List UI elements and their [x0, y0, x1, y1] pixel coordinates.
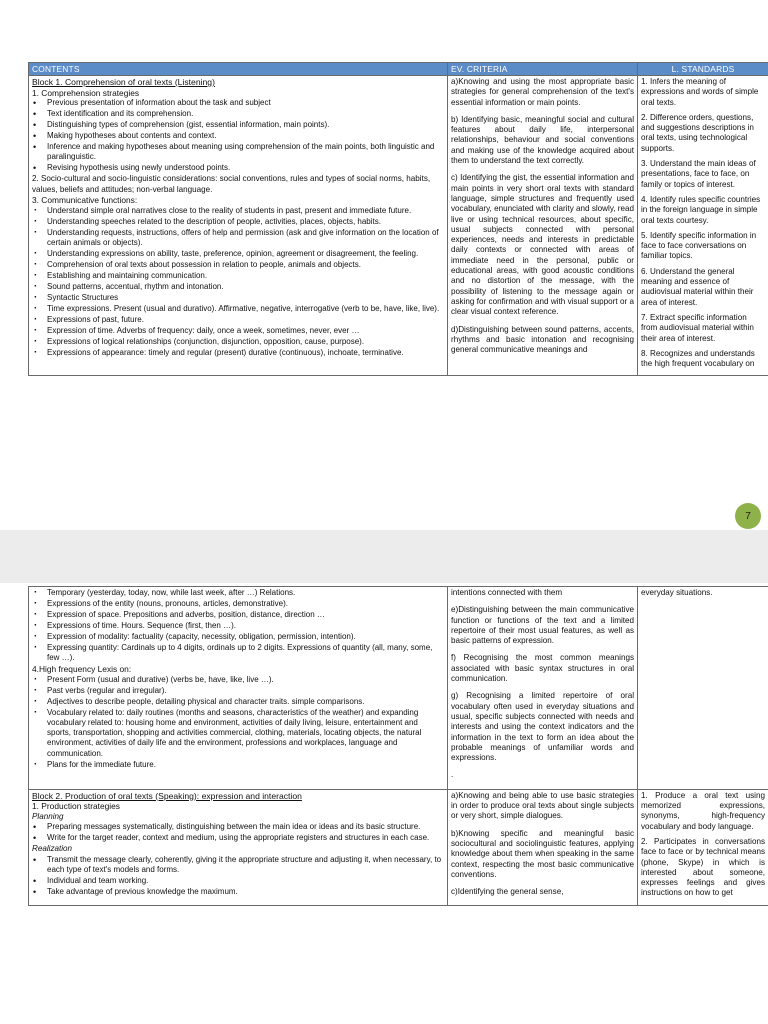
list-item: · Time expressions. Present (usual and durativo). Affirmative, negative, interrogative (verb to be, have, like, live).: [32, 304, 444, 314]
list-item: · Expressions of appearance: timely and regular (present) durative (continuous), inchoate, terminative.: [32, 348, 444, 358]
list-item: • Write for the target reader, context and medium, using the appropriate registers and structures in each case.: [32, 833, 444, 843]
header-criteria: EV. CRITERIA: [448, 63, 638, 76]
list-item: · Understand simple oral narratives close to the reality of students in past, present and immediate future.: [32, 206, 444, 216]
standard-text: 3. Understand the main ideas of presentations, face to face, on family or topics of interest.: [641, 159, 756, 189]
section-title: 1. Production strategies: [32, 801, 120, 812]
list-item: · Expression of modality: factuality (capacity, necessity, obligation, permission, intention).: [32, 632, 444, 642]
criterion-text: a)Knowing and being able to use basic strategies in order to produce oral texts about single subjects or very short, simple dialogues.: [451, 790, 634, 821]
standards-cell: [638, 76, 768, 376]
list-item: · Expressing quantity: Cardinals up to 4 digits, ordinals up to 2 digits. Expressions of quantity (all, many, some, few …).: [32, 643, 444, 663]
curriculum-table-2: [28, 586, 768, 906]
section-title: 1. Comprehension strategies: [32, 87, 140, 98]
criterion-text: c)Identifying the general sense,: [451, 887, 564, 897]
page-gap: [0, 530, 768, 583]
list-item: · Expressions of logical relationships (conjunction, disjunction, opposition, cause, purpose).: [32, 337, 444, 347]
block-title: Block 1. Comprehension of oral texts (Listening): [32, 77, 215, 87]
list-item: • Revising hypothesis using newly understood points.: [32, 163, 444, 173]
page-number-badge: 7: [735, 503, 761, 529]
list-item: · Syntactic Structures: [32, 293, 444, 303]
list-item: · Plans for the immediate future.: [32, 760, 444, 770]
table-row: [29, 76, 768, 376]
section-title: 3. Communicative functions:: [32, 195, 138, 206]
standard-text: 2. Participates in conversations face to face or by technical means (phone, Skype) in which is interested about someone, expresses feelings and gives instructions on how to get: [641, 836, 765, 898]
table-row: [29, 789, 768, 906]
list-item: · Vocabulary related to: daily routines (months and seasons, characteristics of the weather) and expanding vocabulary related to: housing home and environment, activities of daily living, leisure, entertainment and sports, transportation, shopping and activities commercial, clothing, materials, locating objects, the natural environment, activities of daily life and the environment, professions and workplaces, language and communication.: [32, 708, 444, 759]
standard-text: 6. Understand the general meaning and essence of audiovisual material within their area of interest.: [641, 266, 754, 307]
standard-text: 8. Recognizes and understands the high frequent vocabulary on: [641, 348, 755, 369]
header-contents: CONTENTS: [29, 63, 448, 76]
contents-cell: [29, 789, 448, 906]
list-item: • Previous presentation of information about the task and subject: [32, 98, 444, 108]
criterion-text: b) Identifying basic, meaningful social and cultural features about daily life, interpersonal relationships, behaviour and social conventions and making use of the knowledge acquired about them to understand the text correctly.: [451, 114, 634, 166]
criterion-text: d)Distinguishing between sound patterns, accents, rhythms and basic intonation and recognising general communicative meanings and: [451, 324, 634, 355]
contents-cell: [29, 76, 448, 376]
standard-text: everyday situations.: [641, 588, 713, 597]
section-title: 4.High frequency Lexis on:: [32, 664, 132, 675]
list: [32, 206, 444, 358]
standard-text: 7. Extract specific information from audiovisual material within their area of interest.: [641, 312, 754, 343]
criteria-cell: [448, 789, 638, 906]
header-standards: L. STANDARDS: [638, 63, 768, 76]
list-item: · Present Form (usual and durative) (verbs be, have, like, live …).: [32, 675, 444, 685]
list: [32, 98, 444, 173]
standard-text: 2. Difference orders, questions, and suggestions descriptions in oral texts, using technological supports.: [641, 112, 754, 153]
list-item: · Understanding requests, instructions, offers of help and permission (ask and give information on the location of certain animals or objects).: [32, 228, 444, 248]
standards-cell: [638, 587, 768, 790]
document-page-2: [0, 583, 768, 1024]
list-item: · Comprehension of oral texts about possession in relation to people, animals and objects.: [32, 260, 444, 270]
list-item: • Preparing messages systematically, distinguishing between the main idea or ideas and its basic structure.: [32, 822, 444, 832]
list: [32, 675, 444, 770]
criterion-text: c) Identifying the gist, the essential information and main points in very short oral texts with standard language, simple structures and frequently used vocabulary, enunciated with clarity and slowly, read live or using technical resources, about specific, usual subjects connected with personal experiences, needs and interests in predictable daily contexts or connected with areas of immediate need in the personal, public or educational areas, with good acoustic conditions and no distortion of the message, with the possibility of listening to the message again or asking for confirmation and with visual support or a clear visual context reference.: [451, 173, 634, 317]
list-item: • Inference and making hypotheses about meaning using comprehension of the main points, both linguistic and paralinguistic.: [32, 142, 444, 162]
curriculum-table-1: [28, 62, 768, 376]
list-item: · Expression of time. Adverbs of frequency: daily, once a week, sometimes, never, ever …: [32, 326, 444, 336]
standards-cell: [638, 789, 768, 906]
list-item: · Expression of space. Prepositions and adverbs, position, distance, direction …: [32, 610, 444, 620]
contents-cell: [29, 587, 448, 790]
criterion-text: intentions connected with them: [451, 588, 563, 597]
block-title: Block 2. Production of oral texts (Speaking): expression and interaction: [32, 790, 302, 801]
subsection-title: Realization: [32, 844, 73, 854]
criterion-text: f) Recognising the most common meanings associated with basic syntax structures in oral communication.: [451, 653, 634, 684]
standard-text: 1. Produce a oral text using memorized expressions, synonyms, high-frequency vocabulary and body language.: [641, 790, 765, 831]
standard-text: 5. Identify specific information in face to face conversations on familiar topics.: [641, 230, 757, 261]
list-item: • Text identification and its comprehension.: [32, 109, 444, 119]
list-item: · Expressions of the entity (nouns, pronouns, articles, demonstrative).: [32, 599, 444, 609]
list-item: · Understanding speeches related to the description of people, activities, places, objects, habits.: [32, 217, 444, 227]
table-row: [29, 587, 768, 790]
standard-text: 1. Infers the meaning of expressions and words of simple oral texts.: [641, 77, 759, 107]
list: [32, 822, 444, 843]
criteria-cell: [448, 76, 638, 376]
list-item: · Adjectives to describe people, detailing physical and character traits. simple comparisons.: [32, 697, 444, 707]
list-item: · Sound patterns, accentual, rhythm and intonation.: [32, 282, 444, 292]
list-item: • Individual and team working.: [32, 876, 444, 886]
criterion-text: e)Distinguishing between the main communicative function or functions of the text and a limited repertoire of their most usual features, as well as basic patterns of expression.: [451, 605, 634, 646]
criterion-text: a)Knowing and using the most appropriate basic strategies for general comprehension of the text's essential information or main points.: [451, 77, 634, 107]
section-text: 2. Socio-cultural and socio-linguistic considerations: social conventions, rules and types of social norms, habits, values, beliefs and attitudes; non-verbal language.: [32, 174, 431, 194]
list-item: · Expressions of time. Hours. Sequence (first, then …).: [32, 621, 444, 631]
list-item: • Take advantage of previous knowledge the maximum.: [32, 887, 444, 897]
criterion-text: .: [451, 770, 454, 780]
list-item: · Temporary (yesterday, today, now, while last week, after …) Relations.: [32, 588, 444, 598]
subsection-title: Planning: [32, 811, 64, 821]
criterion-text: g) Recognising a limited repertoire of oral vocabulary often used in everyday situations and usual, specific subjects connected with needs and interests and using the context indicators and the information in the text to form an idea about the probable meanings of unfamiliar words and expressions.: [451, 691, 634, 763]
list-item: · Understanding expressions on ability, taste, preference, opinion, agreement or disagreement, the feeling.: [32, 249, 444, 259]
list: [32, 588, 444, 663]
list-item: · Establishing and maintaining communication.: [32, 271, 444, 281]
list-item: • Making hypotheses about contents and context.: [32, 131, 444, 141]
list-item: · Past verbs (regular and irregular).: [32, 686, 444, 696]
list: [32, 855, 444, 897]
list-item: • Transmit the message clearly, coherently, giving it the appropriate structure and adjusting it, when necessary, to each type of text's models and forms.: [32, 855, 444, 875]
list-item: • Distinguishing types of comprehension (gist, essential information, main points).: [32, 120, 444, 130]
criteria-cell: [448, 587, 638, 790]
table-header-row: [29, 63, 768, 76]
criterion-text: b)Knowing specific and meaningful basic sociocultural and sociolinguistic features, applying knowledge about them when speaking in the same context, respecting the most basic communicative conventions.: [451, 828, 634, 879]
standard-text: 4. Identify rules specific countries in the foreign language in simple oral texts courtesy.: [641, 194, 761, 225]
list-item: · Expressions of past, future.: [32, 315, 444, 325]
